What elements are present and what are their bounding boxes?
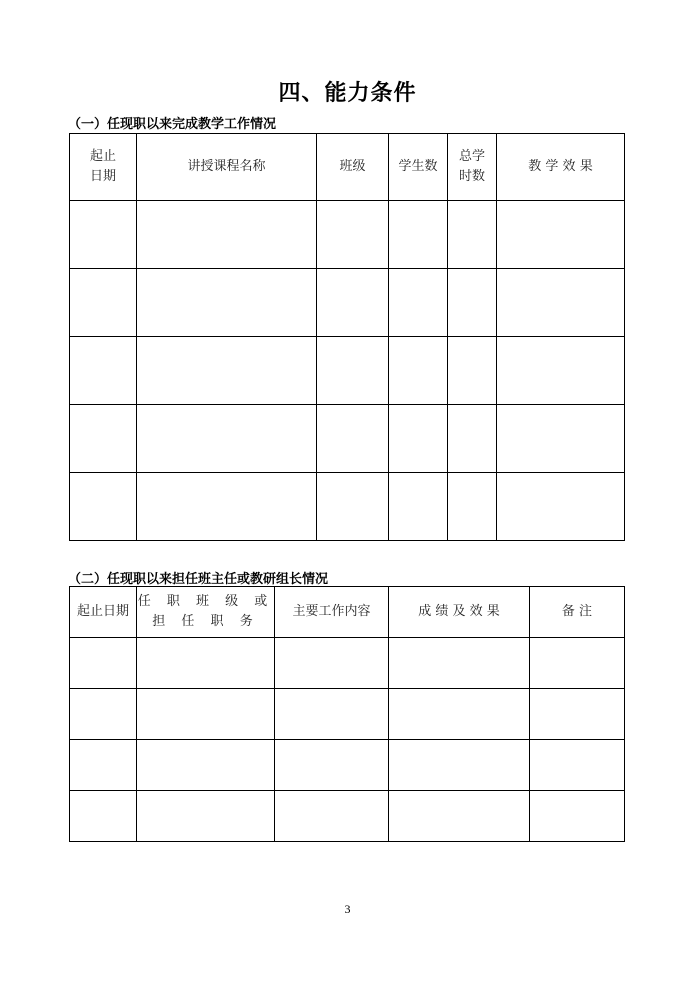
cell xyxy=(137,337,317,405)
cell xyxy=(389,473,448,541)
cell xyxy=(275,791,389,842)
table-row xyxy=(70,201,625,269)
cell xyxy=(389,689,530,740)
cell xyxy=(530,689,625,740)
class-teacher-table xyxy=(69,586,625,842)
table-row xyxy=(70,638,625,689)
cell xyxy=(70,791,137,842)
cell xyxy=(70,201,137,269)
header-date: 起止 日期 xyxy=(70,134,137,201)
cell xyxy=(448,269,497,337)
table-row xyxy=(70,337,625,405)
cell xyxy=(317,473,389,541)
cell xyxy=(137,689,275,740)
table-row xyxy=(70,405,625,473)
cell xyxy=(448,405,497,473)
section-heading-class-teacher: （二）任现职以来担任班主任或教研组长情况 xyxy=(68,572,329,587)
header-student-count: 学生数 xyxy=(389,134,448,201)
cell xyxy=(137,638,275,689)
cell xyxy=(530,791,625,842)
cell xyxy=(137,473,317,541)
cell xyxy=(275,638,389,689)
cell xyxy=(497,269,625,337)
header-position: 任 职 班 级 或 担 任 职 务 xyxy=(137,587,275,638)
cell xyxy=(448,201,497,269)
table-header-row xyxy=(70,134,625,201)
cell xyxy=(70,473,137,541)
table-row xyxy=(70,473,625,541)
cell xyxy=(389,405,448,473)
cell xyxy=(137,791,275,842)
cell xyxy=(389,740,530,791)
cell xyxy=(497,405,625,473)
table-row xyxy=(70,269,625,337)
header-class: 班级 xyxy=(317,134,389,201)
cell xyxy=(275,689,389,740)
cell xyxy=(317,337,389,405)
cell xyxy=(70,337,137,405)
header-course-name: 讲授课程名称 xyxy=(137,134,317,201)
cell xyxy=(70,689,137,740)
cell xyxy=(389,269,448,337)
table-header-row xyxy=(70,587,625,638)
cell xyxy=(70,405,137,473)
cell xyxy=(389,201,448,269)
cell xyxy=(497,337,625,405)
cell xyxy=(70,740,137,791)
table-row xyxy=(70,689,625,740)
cell xyxy=(70,638,137,689)
cell xyxy=(317,201,389,269)
table-row xyxy=(70,740,625,791)
cell xyxy=(497,201,625,269)
cell xyxy=(137,269,317,337)
cell xyxy=(317,405,389,473)
cell xyxy=(497,473,625,541)
cell xyxy=(389,638,530,689)
section-heading-teaching: （一）任现职以来完成教学工作情况 xyxy=(68,117,277,132)
cell xyxy=(137,740,275,791)
cell xyxy=(530,638,625,689)
header-total-hours: 总学 时数 xyxy=(448,134,497,201)
cell xyxy=(137,405,317,473)
header-remarks: 备 注 xyxy=(530,587,625,638)
header-main-work: 主要工作内容 xyxy=(275,587,389,638)
cell xyxy=(137,201,317,269)
page-title: 四、能力条件 xyxy=(278,81,417,106)
cell xyxy=(448,337,497,405)
cell xyxy=(317,269,389,337)
cell xyxy=(389,337,448,405)
page-number: 3 xyxy=(344,902,351,916)
teaching-work-table xyxy=(69,133,625,541)
header-results: 成 绩 及 效 果 xyxy=(389,587,530,638)
cell xyxy=(448,473,497,541)
cell xyxy=(70,269,137,337)
cell xyxy=(389,791,530,842)
table-row xyxy=(70,791,625,842)
cell xyxy=(530,740,625,791)
header-teaching-effect: 教 学 效 果 xyxy=(497,134,625,201)
header-date: 起止日期 xyxy=(70,587,137,638)
cell xyxy=(275,740,389,791)
